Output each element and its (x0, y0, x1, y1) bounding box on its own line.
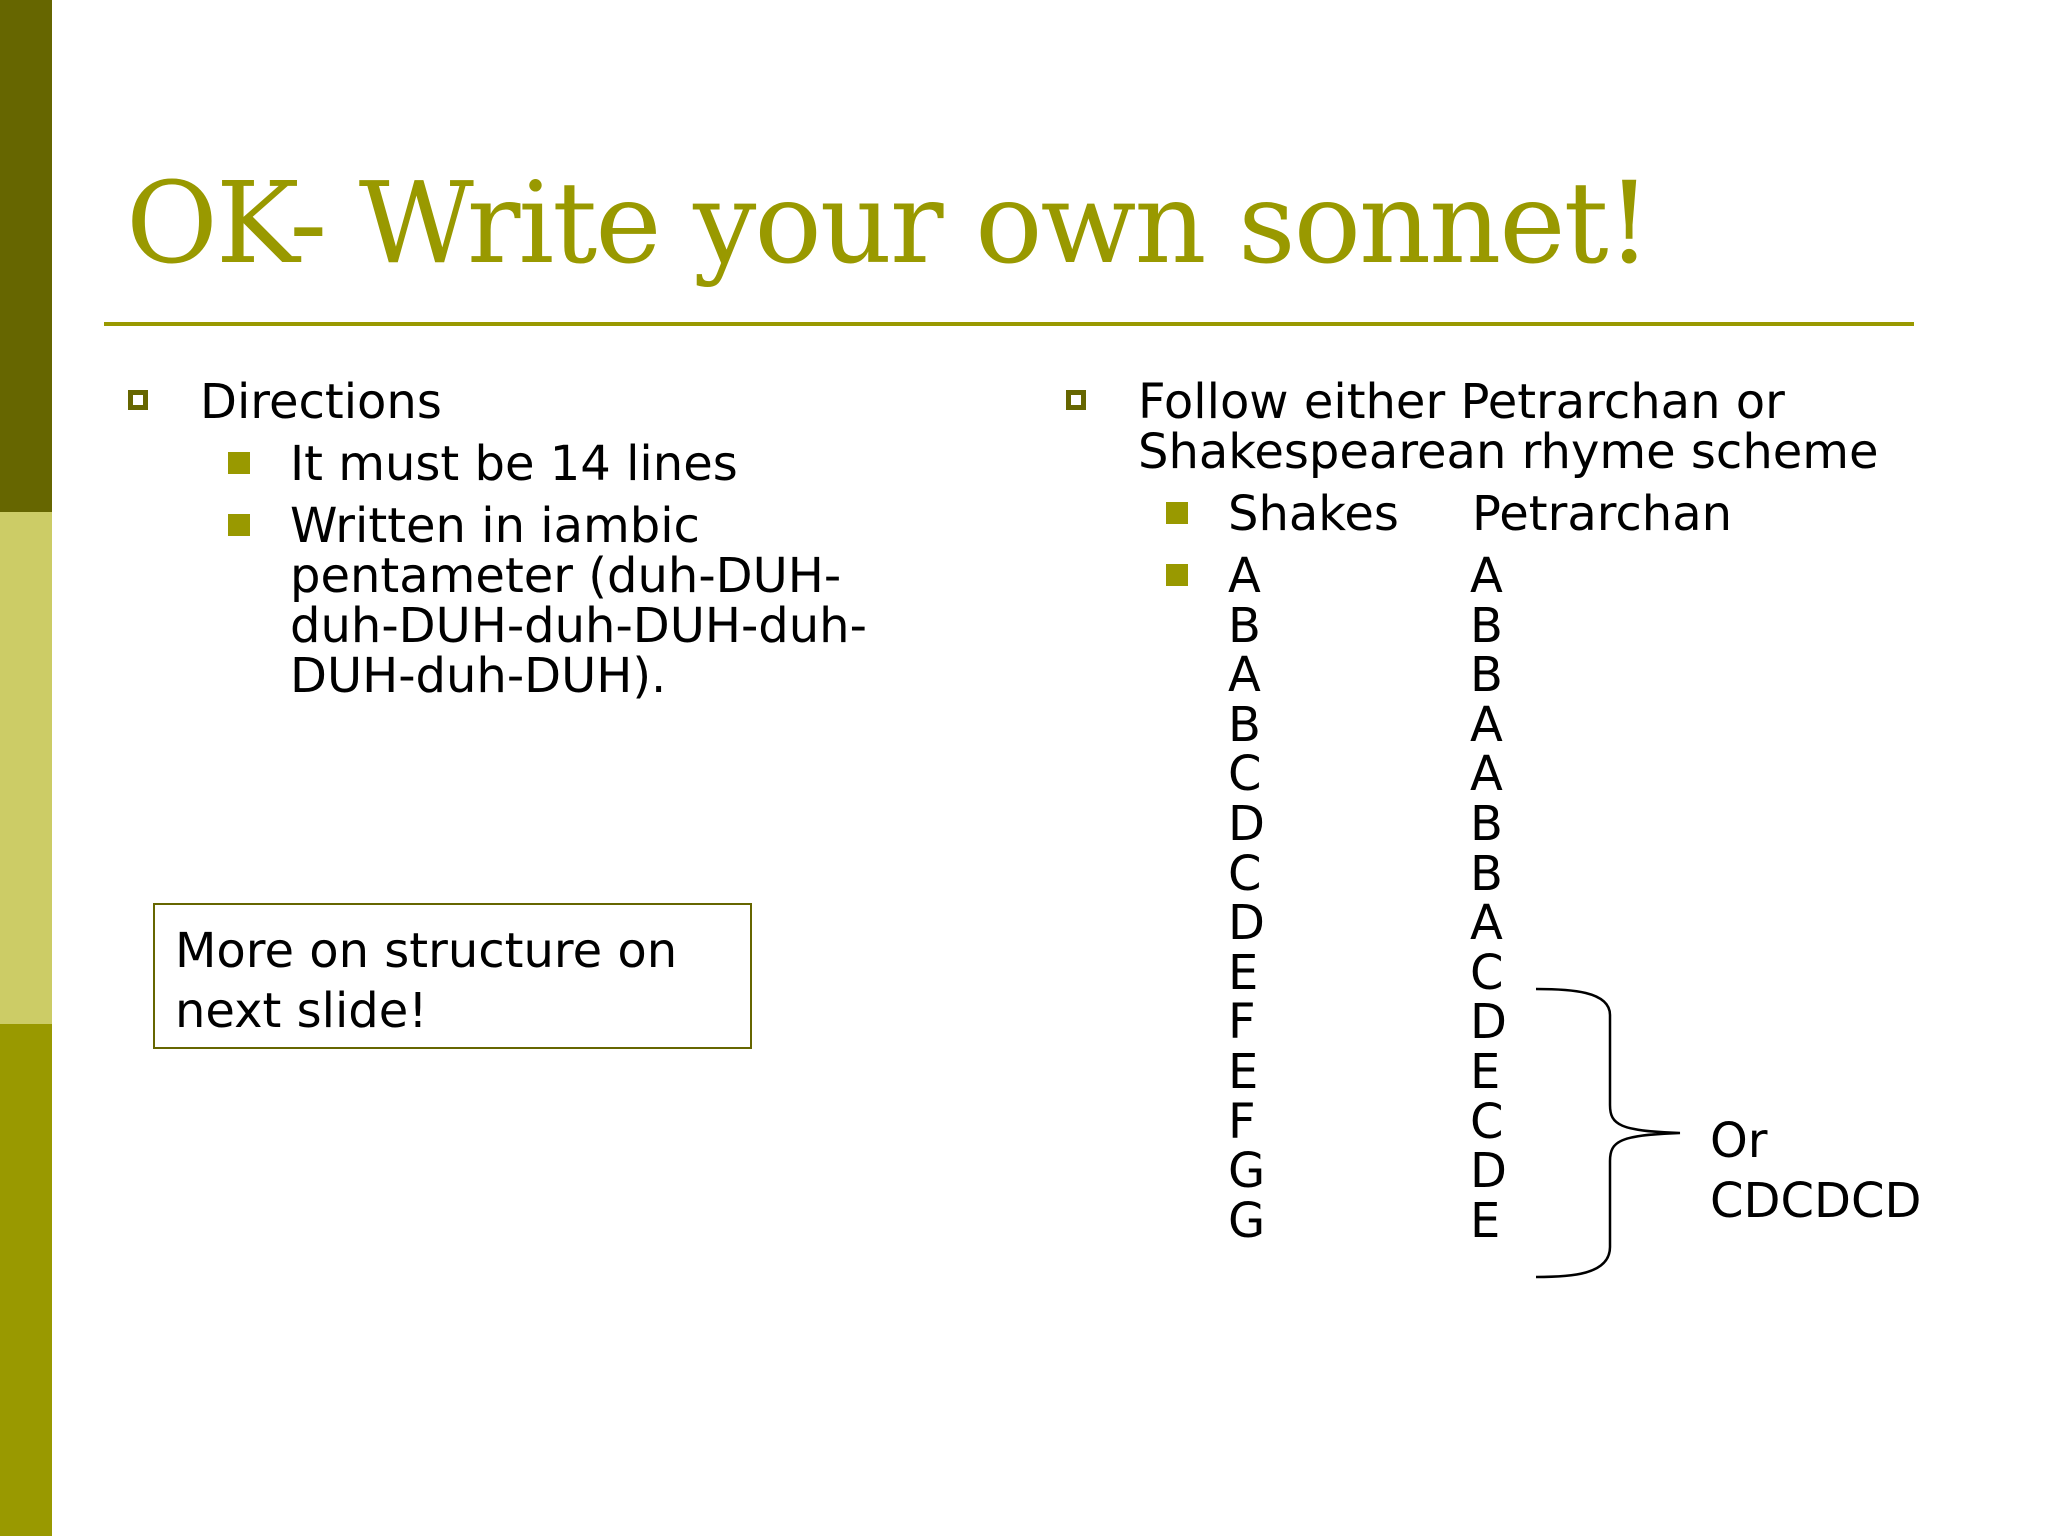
rhyme-letter: A (1228, 647, 1261, 704)
square-bullet-icon (228, 514, 250, 536)
rhyme-letter: A (1470, 548, 1503, 604)
rhyme-letter: C (1228, 746, 1262, 803)
rhyme-letter: G (1228, 1192, 1266, 1249)
rhyme-letter: B (1228, 597, 1261, 654)
side-bar-light (0, 512, 52, 1024)
rhyme-letter: B (1470, 795, 1503, 852)
alternative-or: Or (1710, 1113, 1768, 1169)
square-bullet-icon (228, 452, 250, 474)
note-line-1: More on structure on (175, 923, 678, 979)
rhyme-letter: E (1228, 1043, 1259, 1100)
rhyme-letter: B (1470, 845, 1503, 902)
rhyme-letter: B (1228, 696, 1261, 753)
column-header-petrarchan: Petrarchan (1472, 486, 1733, 542)
petrarchan-rhyme-column (1470, 548, 1507, 1249)
side-bar-olive (0, 1024, 52, 1536)
square-bullet-icon (1066, 390, 1086, 410)
structure-note-box (153, 903, 752, 1049)
rhyme-letter: B (1470, 597, 1503, 654)
square-bullet-icon (1166, 502, 1188, 524)
rhyme-heading-line-2: Shakespearean rhyme scheme (1138, 424, 1879, 480)
slide-title: OK- Write your own sonnet! (126, 159, 1650, 289)
list-item-14-lines: It must be 14 lines (290, 436, 738, 492)
rhyme-letter: D (1470, 994, 1507, 1051)
rhyme-letter: A (1470, 746, 1503, 803)
list-item-iambic-line-4: DUH-duh-DUH). (290, 648, 667, 704)
list-item-iambic-line-1: Written in iambic (290, 498, 700, 554)
rhyme-letter: A (1470, 696, 1503, 753)
rhyme-letter: E (1228, 944, 1259, 1001)
rhyme-letter: F (1228, 994, 1256, 1051)
rhyme-letter: A (1228, 548, 1261, 604)
column-header-shakes: Shakes (1228, 486, 1399, 542)
curly-brace-icon (1530, 985, 1690, 1285)
rhyme-letter: C (1470, 1093, 1504, 1150)
note-line-2: next slide! (175, 983, 428, 1039)
rhyme-letter: G (1228, 1143, 1266, 1200)
list-item-iambic-line-3: duh-DUH-duh-DUH-duh- (290, 598, 867, 654)
directions-heading: Directions (200, 374, 442, 430)
title-underline (104, 322, 1914, 326)
rhyme-letter: E (1470, 1192, 1501, 1249)
alternative-scheme: CDCDCD (1710, 1173, 1922, 1229)
rhyme-letter: D (1470, 1143, 1507, 1200)
rhyme-heading-line-1: Follow either Petrarchan or (1138, 374, 1785, 430)
rhyme-letter: D (1228, 895, 1265, 952)
rhyme-letter: C (1470, 944, 1504, 1001)
square-bullet-icon (1166, 564, 1188, 586)
rhyme-letter: F (1228, 1093, 1256, 1150)
square-bullet-icon (128, 390, 148, 410)
rhyme-letter: E (1470, 1043, 1501, 1100)
list-item-iambic-line-2: pentameter (duh-DUH- (290, 548, 842, 604)
rhyme-letter: D (1228, 795, 1265, 852)
side-bar-dark (0, 0, 52, 512)
shakes-rhyme-column (1228, 548, 1266, 1249)
rhyme-letter: A (1470, 895, 1503, 952)
rhyme-letter: C (1228, 845, 1262, 902)
rhyme-letter: B (1470, 647, 1503, 704)
